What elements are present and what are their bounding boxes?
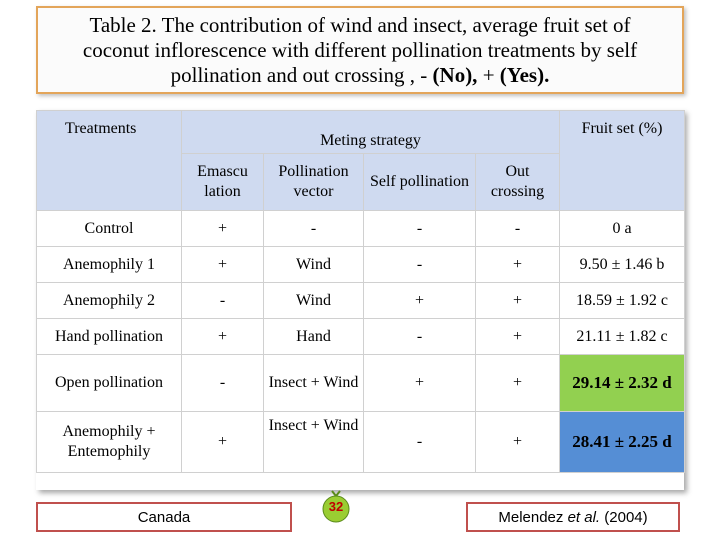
fruit-set-cell: 21.11 ± 1.82 c xyxy=(560,319,685,355)
table-row xyxy=(37,412,685,473)
footer-citation-box xyxy=(466,502,680,532)
citation-year: (2004) xyxy=(600,508,648,526)
out-cell: + xyxy=(476,283,560,319)
self-cell: + xyxy=(364,355,476,412)
header-fruit-set: Fruit set (%) xyxy=(560,111,685,211)
emasculation-cell: + xyxy=(182,247,264,283)
emasculation-cell: + xyxy=(182,211,264,247)
table-row xyxy=(37,247,685,283)
page-number: 32 xyxy=(328,499,344,514)
emasculation-cell: - xyxy=(182,283,264,319)
vector-cell: - xyxy=(264,211,364,247)
out-cell: + xyxy=(476,319,560,355)
treatment-cell: Open pollination xyxy=(37,355,182,412)
fruit-set-cell: 9.50 ± 1.46 b xyxy=(560,247,685,283)
page-number-badge xyxy=(320,490,352,524)
vector-cell: Wind xyxy=(264,247,364,283)
self-cell: - xyxy=(364,247,476,283)
header-meting-strategy: Meting strategy xyxy=(182,111,560,154)
out-cell: + xyxy=(476,247,560,283)
emasculation-cell: + xyxy=(182,412,264,473)
out-cell: + xyxy=(476,355,560,412)
table-row xyxy=(37,355,685,412)
title-no-label: (No), xyxy=(432,62,478,87)
table-row xyxy=(37,283,685,319)
title-plus: + xyxy=(477,62,500,87)
table-row xyxy=(37,211,685,247)
treatment-cell: Anemophily 1 xyxy=(37,247,182,283)
fruit-set-cell-highlight-blue: 28.41 ± 2.25 d xyxy=(560,412,685,473)
fruit-set-cell: 18.59 ± 1.92 c xyxy=(560,283,685,319)
header-self-pollination: Self pollination xyxy=(364,154,476,211)
footer-country-box xyxy=(36,502,292,532)
header-out-crossing: Out crossing xyxy=(476,154,560,211)
header-pollination-vector: Pollination vector xyxy=(264,154,364,211)
self-cell: - xyxy=(364,319,476,355)
self-cell: + xyxy=(364,283,476,319)
footer-country: Canada xyxy=(137,508,191,526)
self-cell: - xyxy=(364,412,476,473)
header-emasculation: Emascu lation xyxy=(182,154,264,211)
slide-title-box xyxy=(36,6,684,94)
vector-cell: Hand xyxy=(264,319,364,355)
table-row xyxy=(37,319,685,355)
self-cell: - xyxy=(364,211,476,247)
results-table xyxy=(36,110,685,473)
treatment-cell: Control xyxy=(37,211,182,247)
citation-etal: et al. xyxy=(567,508,601,526)
out-cell: + xyxy=(476,412,560,473)
vector-cell: Insect + Wind xyxy=(264,355,364,412)
treatment-cell: Anemophily 2 xyxy=(37,283,182,319)
vector-cell: Wind xyxy=(264,283,364,319)
emasculation-cell: - xyxy=(182,355,264,412)
title-text: Table 2. The contribution of wind and insect, average fruit set of coconut inflorescence with different pollination treatments by self pollination and out crossing , - xyxy=(82,12,638,87)
results-table-container xyxy=(36,110,684,490)
citation-author: Melendez xyxy=(498,508,568,526)
vector-cell: Insect + Wind xyxy=(264,412,364,473)
fruit-set-cell-highlight-green: 29.14 ± 2.32 d xyxy=(560,355,685,412)
fruit-set-cell: 0 a xyxy=(560,211,685,247)
header-row-group xyxy=(37,111,685,154)
emasculation-cell: + xyxy=(182,319,264,355)
title-yes-label: (Yes). xyxy=(499,62,550,87)
slide-title xyxy=(54,13,666,88)
out-cell: - xyxy=(476,211,560,247)
header-treatments: Treatments xyxy=(37,111,182,211)
treatment-cell: Anemophily + Entemophily xyxy=(37,412,182,473)
treatment-cell: Hand pollination xyxy=(37,319,182,355)
footer-citation xyxy=(498,509,647,526)
